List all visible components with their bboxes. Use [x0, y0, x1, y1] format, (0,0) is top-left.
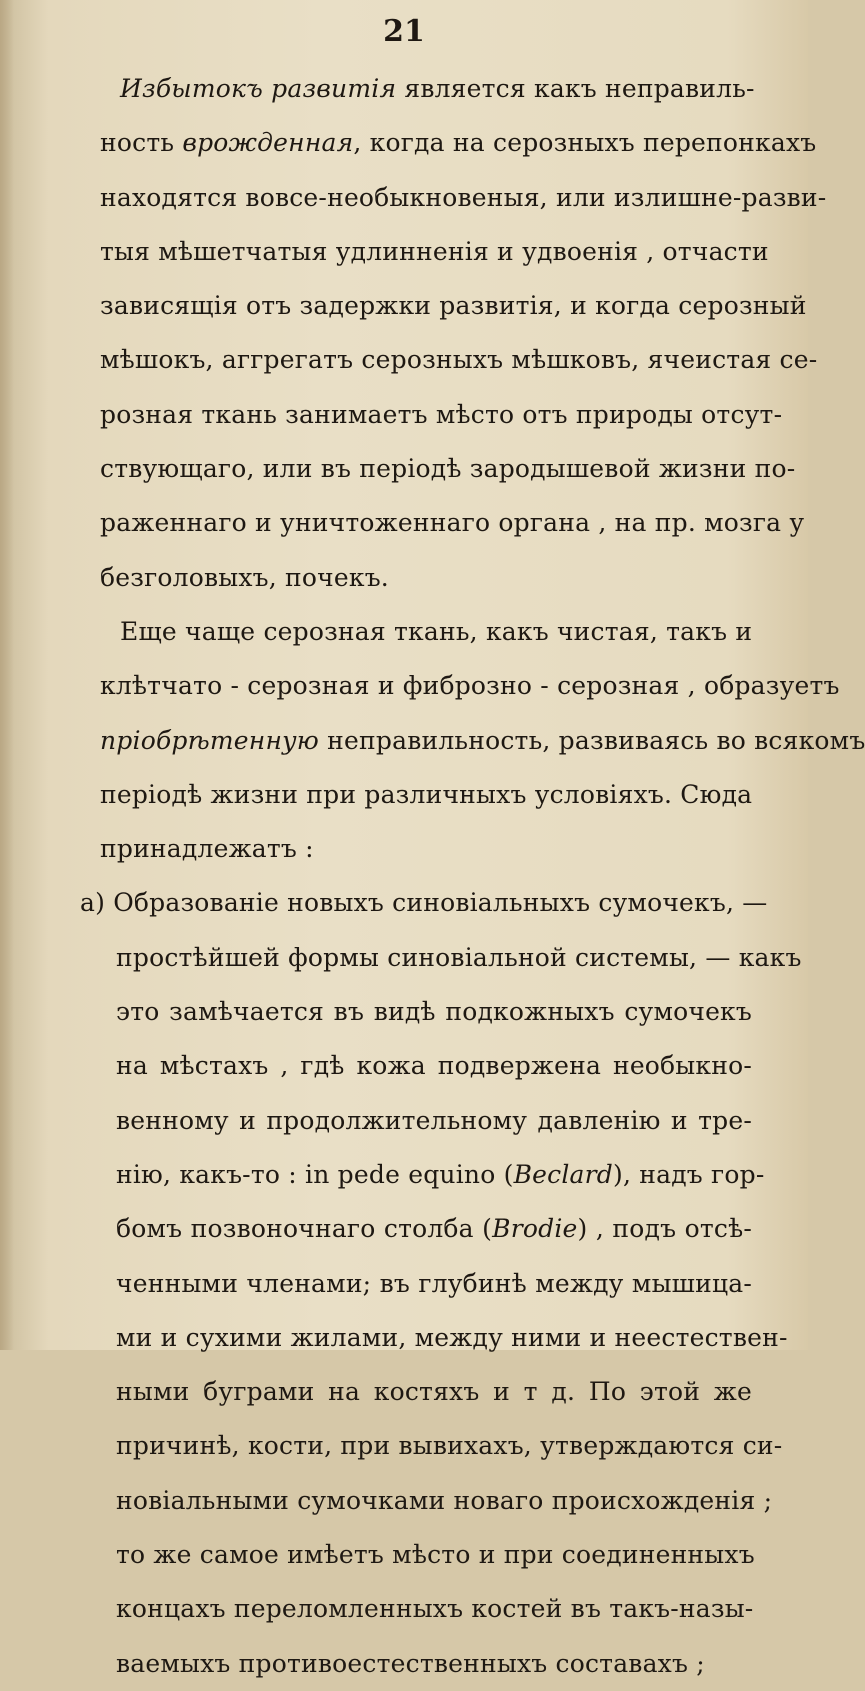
text-span: ), надъ гор-	[613, 1159, 765, 1189]
paragraph-1	[100, 62, 827, 605]
text-span: является какъ неправиль-	[396, 74, 755, 103]
text-line	[116, 1637, 752, 1691]
text-span: бомъ позвоночнаго столба (	[116, 1214, 493, 1244]
text-line	[100, 714, 865, 768]
text-span: тыя мѣшетчатыя удлинненія и удвоенія , отчасти	[100, 236, 769, 266]
text-line	[116, 1528, 755, 1582]
text-line	[100, 116, 817, 170]
text-span: ствующаго, или въ періодѣ зародышевой жизни по-	[100, 454, 796, 484]
text-span: раженнаго и уничтоженнаго органа , на пр. мозга у	[100, 508, 805, 538]
body-text	[80, 62, 865, 1691]
list-item-a	[80, 876, 802, 1690]
text-line	[100, 496, 805, 550]
text-span: концахъ переломленныхъ костей въ такъ-назы-	[116, 1594, 754, 1624]
text-line	[100, 822, 752, 876]
text-span: періодѣ жизни при различныхъ условіяхъ. Сюда	[100, 779, 753, 809]
text-line	[116, 1474, 773, 1528]
text-line	[116, 1365, 752, 1419]
text-span: причинѣ, кости, при вывихахъ, утверждаются си-	[116, 1431, 783, 1461]
text-line	[80, 876, 768, 930]
italic-text: Brodie	[492, 1214, 578, 1244]
text-line	[100, 551, 752, 605]
text-span: находятся вовсе-необыкновеныя, или излишне-разви-	[100, 182, 827, 212]
text-span: на мѣстахъ , гдѣ кожа подвержена необыкно-	[116, 1051, 752, 1081]
italic-text: пріобрѣтенную	[100, 725, 320, 755]
text-line	[116, 1039, 752, 1093]
italic-text: Избытокъ развитія	[120, 74, 397, 103]
paragraph-2	[100, 605, 865, 876]
text-line	[100, 279, 807, 333]
text-span: ченными членами; въ глубинѣ между мышица-	[116, 1268, 752, 1298]
text-line	[116, 1257, 752, 1311]
text-line	[100, 768, 752, 822]
page-number: 21	[383, 14, 425, 49]
page-gutter-shadow	[0, 0, 14, 1350]
italic-text: Beclard	[513, 1159, 613, 1189]
text-span: ными буграми на костяхъ и т д. По этой же	[116, 1377, 752, 1407]
text-span: a) Образованіе новыхъ синовіальныхъ сумочекъ, —	[80, 888, 768, 918]
text-span: новіальными сумочками новаго происхожденія ;	[116, 1485, 773, 1515]
text-span: нію, какъ-то : in pede equino (	[116, 1159, 514, 1189]
text-span: это замѣчается въ видѣ подкожныхъ сумочекъ	[116, 997, 752, 1027]
text-line	[100, 333, 818, 387]
text-span: неправильность, развиваясь во всякомъ	[319, 725, 865, 755]
text-line	[100, 388, 783, 442]
text-line	[100, 171, 827, 225]
text-span: ваемыхъ противоестественныхъ составахъ ;	[116, 1648, 705, 1678]
text-line	[100, 442, 796, 496]
text-line	[100, 225, 769, 279]
text-span: принадлежатъ :	[100, 834, 314, 864]
text-span: Еще чаще серозная ткань, какъ чистая, такъ и	[120, 616, 753, 646]
text-span: клѣтчато - серозная и фиброзно - серозная , образуетъ	[100, 671, 840, 701]
text-span: , когда на серозныхъ перепонкахъ	[353, 128, 817, 158]
text-span: мѣшокъ, аггрегатъ серозныхъ мѣшковъ, ячеистая се-	[100, 345, 818, 375]
text-line	[120, 605, 752, 659]
text-line	[100, 659, 840, 713]
text-line	[116, 1202, 752, 1256]
text-span: венному и продолжительному давленію и тре-	[116, 1105, 752, 1135]
text-line	[116, 1148, 765, 1202]
text-line	[116, 1582, 752, 1636]
text-span: ность	[100, 128, 183, 158]
text-line	[116, 931, 802, 985]
text-span: розная ткань занимаетъ мѣсто отъ природы отсут-	[100, 399, 783, 429]
text-span: зависящія отъ задержки развитія, и когда серозный	[100, 291, 807, 321]
text-line	[116, 1311, 788, 1365]
text-line	[116, 1419, 783, 1473]
text-span: ми и сухими жилами, между ними и неестествен-	[116, 1322, 788, 1352]
text-line	[116, 1094, 752, 1148]
text-line	[116, 985, 752, 1039]
text-span: ) , подъ отсѣ-	[577, 1214, 753, 1244]
text-span: безголовыхъ, почекъ.	[100, 562, 389, 592]
text-span: простѣйшей формы синовіальной системы, — какъ	[116, 942, 802, 972]
text-span: то же самое имѣетъ мѣсто и при соединенныхъ	[116, 1540, 755, 1570]
text-line	[120, 62, 755, 116]
italic-text: врожденная	[182, 128, 354, 158]
